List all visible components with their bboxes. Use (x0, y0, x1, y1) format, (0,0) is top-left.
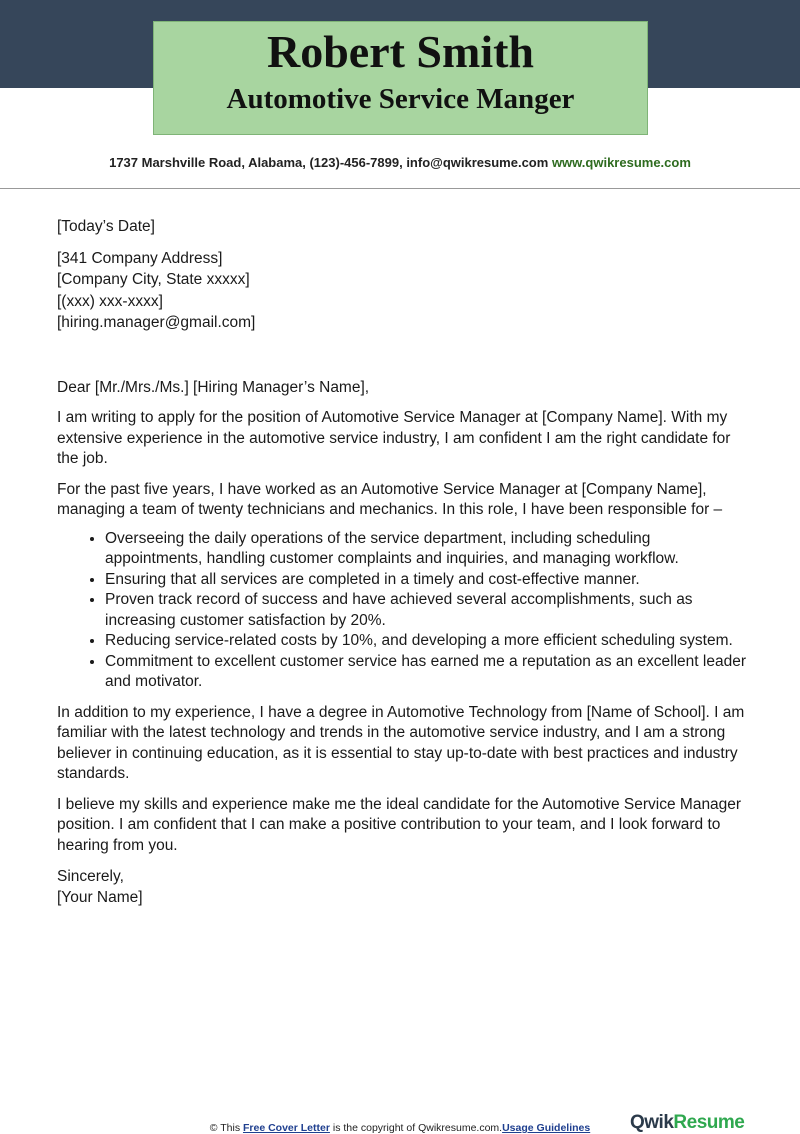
paragraph-closing: I believe my skills and experience make me the ideal candidate for the Automotive Service Manager position. I am confident that I can make a positive contribution to your team, and I look forward to hearing from you. (57, 795, 742, 854)
signature: [Your Name] (57, 889, 143, 906)
sign-off (57, 866, 747, 908)
logo-resume: Resume (673, 1112, 745, 1133)
candidate-name: Robert Smith (266, 26, 535, 77)
list-item: • Proven track record of success and have achieved several accomplishments, such as increasing customer satisfaction by 20%. (105, 590, 747, 631)
header-divider (0, 188, 800, 189)
logo-qwik: Qwik (630, 1112, 674, 1133)
contact-line (0, 155, 800, 170)
name-banner (153, 21, 648, 135)
usage-guidelines-link[interactable]: Usage Guidelines (502, 1122, 591, 1134)
list-item: • Reducing service-related costs by 10%, and developing a more efficient scheduling system. (105, 631, 747, 652)
footer-middle: is the copyright of Qwikresume.com. (329, 1122, 503, 1134)
company-address: [341 Company Address] (57, 249, 223, 267)
contact-details: 1737 Marshville Road, Alabama, (123)-456-7899, info@qwikresume.com (109, 155, 549, 170)
footer-prefix: © This (209, 1122, 243, 1134)
paragraph-experience: For the past five years, I have worked as an Automotive Service Manager at [Company Name], managing a team of twenty technicians and mechanics. In this role, I have been responsible for – (57, 480, 723, 518)
letter-body (57, 217, 747, 908)
free-cover-letter-link[interactable]: Free Cover Letter (242, 1122, 330, 1134)
company-email: [hiring.manager@gmail.com] (57, 314, 256, 331)
closing-word: Sincerely, (57, 868, 124, 885)
salutation: Dear [Mr./Mrs./Ms.] [Hiring Manager’s Name], (57, 378, 370, 396)
paragraph-education: In addition to my experience, I have a degree in Automotive Technology from [Name of School]. I am familiar with the latest technology and trends in the automotive service industry, and I am a strong believer in continuing education, as it is essential to stay up-to-date with best practices and industry standards. (57, 703, 745, 782)
paragraph-intro: I am writing to apply for the position of Automotive Service Manager at [Company Name]. With my extensive experience in the automotive service industry, I am confident I am the right candidate for the job. (57, 409, 731, 467)
list-item: • Commitment to excellent customer service has earned me a reputation as an excellent leader and motivator. (105, 652, 747, 693)
date-line: [Today’s Date] (57, 218, 155, 235)
website-link[interactable]: www.qwikresume.com (551, 155, 691, 170)
job-title: Automotive Service Manger (226, 83, 575, 115)
company-phone: [(xxx) xxx-xxxx] (57, 292, 163, 310)
qwikresume-logo (630, 1112, 744, 1134)
responsibility-list (57, 529, 747, 693)
list-item: • Ensuring that all services are completed in a timely and cost-effective manner. (105, 570, 747, 591)
recipient-address (57, 248, 747, 334)
company-city: [Company City, State xxxxx] (57, 271, 250, 288)
list-item: • Overseeing the daily operations of the service department, including scheduling appointments, handling customer complaints and inquiries, and managing workflow. (105, 529, 747, 570)
